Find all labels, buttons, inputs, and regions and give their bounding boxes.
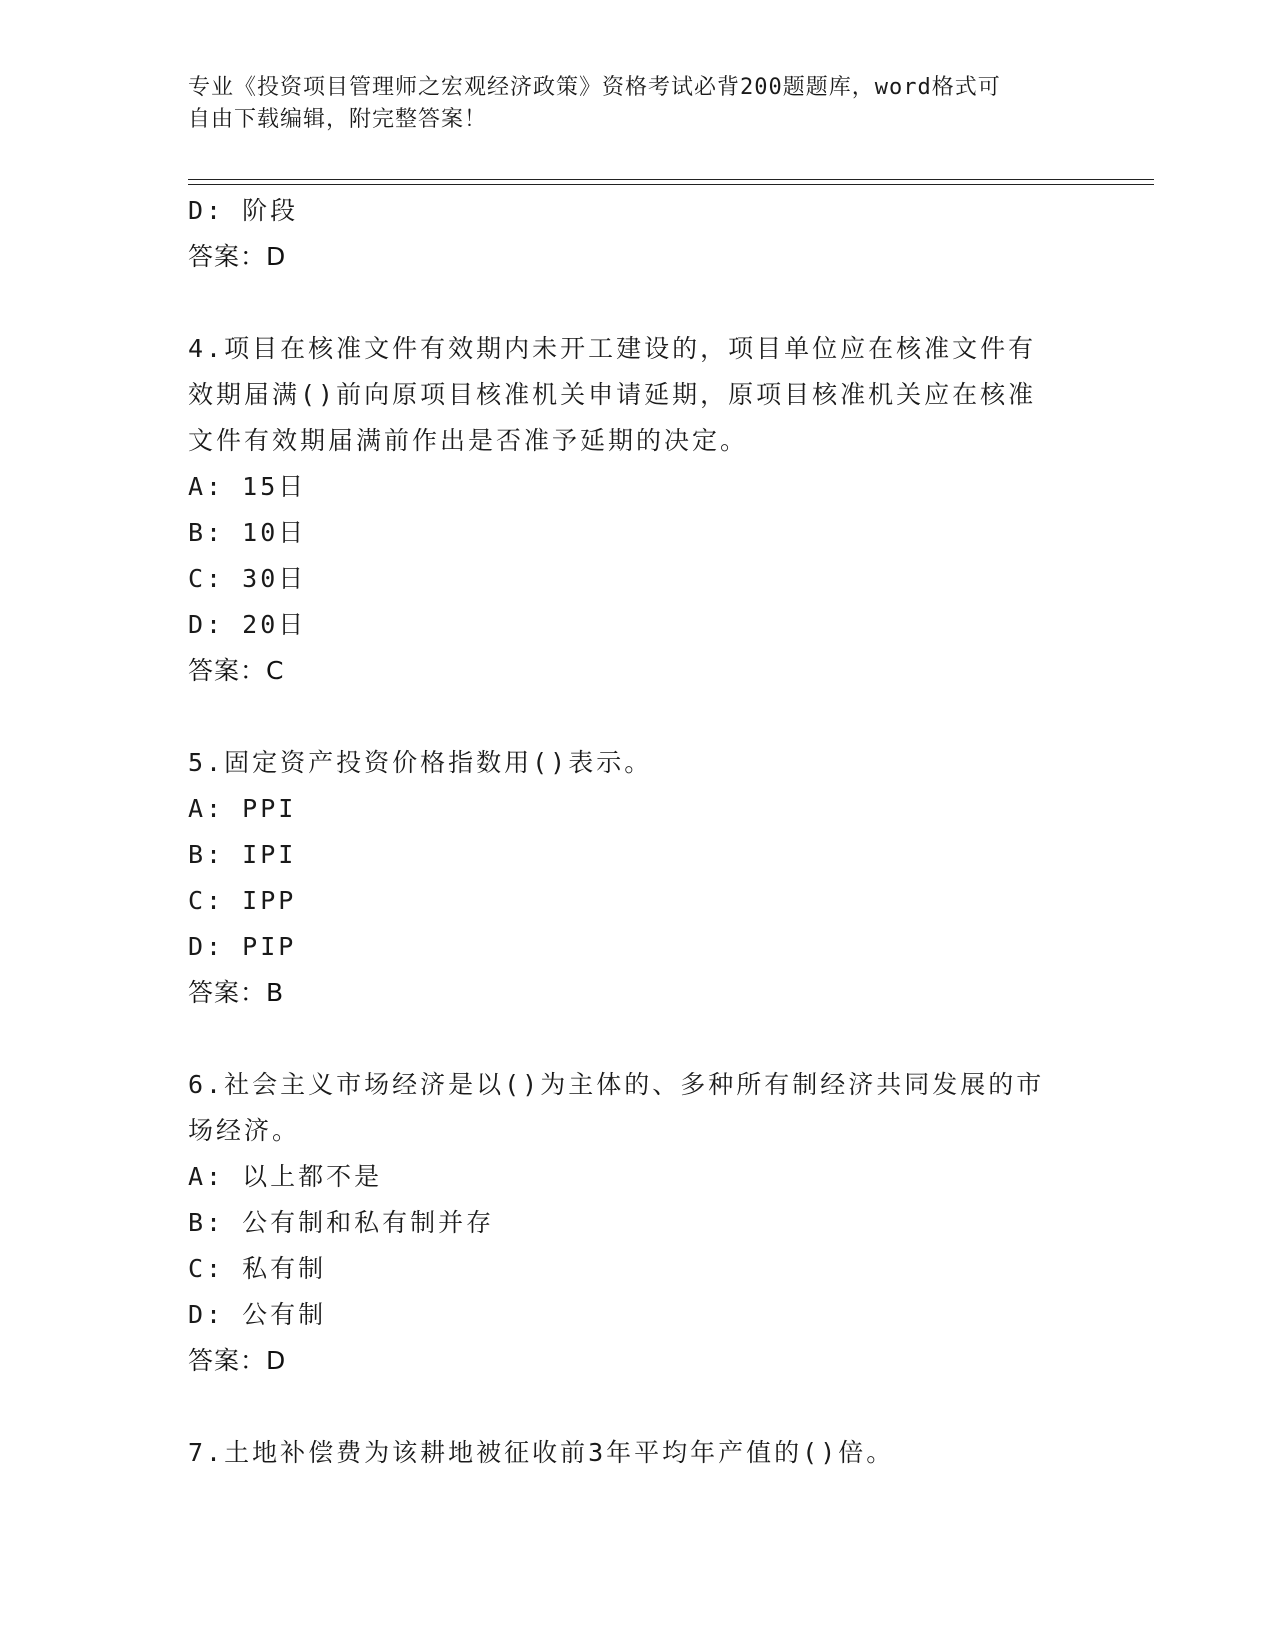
question-stem-line: 7.土地补偿费为该耕地被征收前3年平均年产值的()倍。 <box>188 1438 895 1467</box>
question-stem-line: 效期届满()前向原项目核准机关申请延期，原项目核准机关应在核准 <box>188 380 1037 409</box>
spacer <box>188 1384 1068 1430</box>
spacer <box>188 694 1068 740</box>
header-line-1: 专业《投资项目管理师之宏观经济政策》资格考试必背200题题库，word格式可 <box>188 75 1001 100</box>
option-c: C: 30日 <box>188 564 307 593</box>
header-line-2: 自由下载编辑，附完整答案！ <box>188 107 488 132</box>
option-c: C: IPP <box>188 886 297 915</box>
question-6 <box>188 1062 1068 1384</box>
option-b: B: 公有制和私有制并存 <box>188 1208 495 1237</box>
answer: 答案：B <box>188 978 285 1007</box>
question-list <box>188 188 1068 1476</box>
answer: 答案：D <box>188 242 287 271</box>
option-b: B: IPI <box>188 840 297 869</box>
option-a: A: PPI <box>188 794 297 823</box>
question-7 <box>188 1430 1068 1476</box>
header-divider-top <box>188 179 1154 180</box>
document-header <box>188 72 1068 136</box>
option-c: C: 私有制 <box>188 1254 327 1283</box>
spacer <box>188 1016 1068 1062</box>
question-stem-line: 文件有效期届满前作出是否准予延期的决定。 <box>188 426 749 455</box>
question-stem-line: 6.社会主义市场经济是以()为主体的、多种所有制经济共同发展的市 <box>188 1070 1045 1099</box>
option-a: A: 以上都不是 <box>188 1162 383 1191</box>
question-stem-line: 5.固定资产投资价格指数用()表示。 <box>188 748 653 777</box>
option-d: D: PIP <box>188 932 297 961</box>
option-d: D: 阶段 <box>188 196 299 225</box>
option-a: A: 15日 <box>188 472 307 501</box>
question-stem-line: 4.项目在核准文件有效期内未开工建设的，项目单位应在核准文件有 <box>188 334 1037 363</box>
spacer <box>188 280 1068 326</box>
option-b: B: 10日 <box>188 518 307 547</box>
option-d: D: 20日 <box>188 610 307 639</box>
question-5 <box>188 740 1068 1016</box>
answer: 答案：D <box>188 1346 287 1375</box>
option-d: D: 公有制 <box>188 1300 327 1329</box>
question-4 <box>188 326 1068 694</box>
answer: 答案：C <box>188 656 285 685</box>
question-stem-line: 场经济。 <box>188 1116 301 1145</box>
header-divider-bottom <box>188 184 1154 185</box>
